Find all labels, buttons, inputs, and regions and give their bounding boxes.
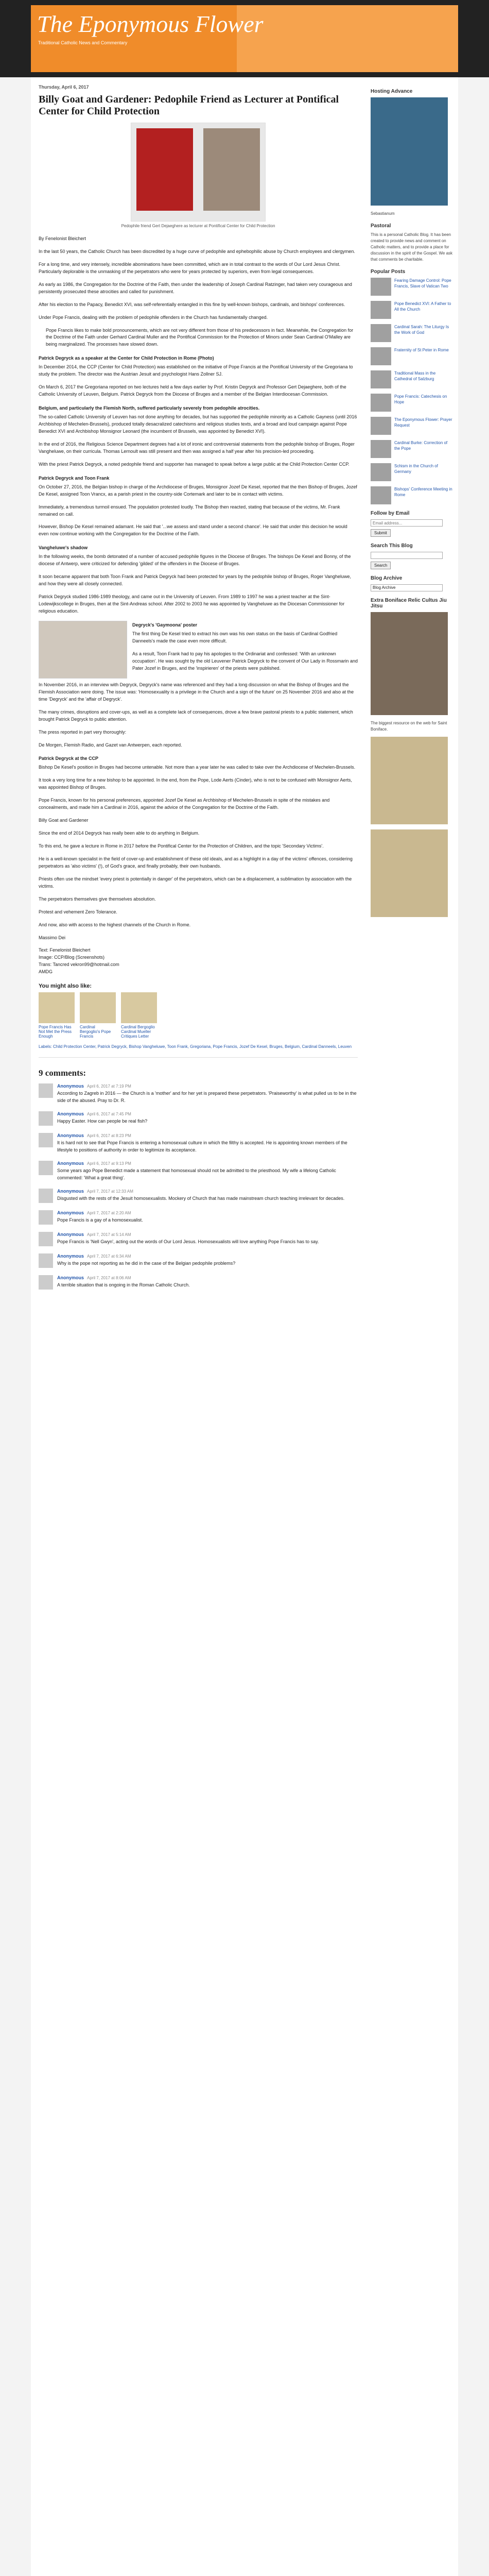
post-paragraph: De Morgen, Flemish Radio, and Gazet van Antwerpen, each reported. xyxy=(39,742,182,748)
comment-date[interactable]: April 7, 2017 at 12:33 AM xyxy=(87,1189,133,1194)
post-paragraph: On March 6, 2017 the Gregoriana reported on two lectures held a few days earlier by Prof. Kristin Degryck and Professor Gert Dejaeghere, both of the Catholic University of Leuven, Belgium. Patrick Degryck from the Diocese of Bruges and a member of the Belgian Interdiocesan Commission. xyxy=(39,384,346,397)
post-paragraph: Pope Francis, known for his personal preferences, appointed Jozef De Kesel as Archbishop of Mechelen-Brussels in spite of the mistakes and concealments, and made him a Cardinal in 2016, against the advice of the Congregation for the Doctrine of the Faith. xyxy=(39,798,330,810)
post-paragraph: Billy Goat and Gardener xyxy=(39,818,89,823)
post-paragraph: To this end, he gave a lecture in Rome in 2017 before the Pontifical Center for the Protection of Children, and the topic 'Secondary Victims'. xyxy=(39,843,324,849)
post-paragraph: In the following weeks, the bomb detonated of a number of accused pedophile figures in the Diocese of Bruges. The bishops De Kesel and Bonny, of the diocese of Antwerp, were criticized for defending 'gilded' of the offenders in the Diocese of Bruges. xyxy=(39,554,351,567)
comment-author[interactable]: Anonymous xyxy=(57,1133,84,1139)
post-quote: Pope Francis likes to make bold pronouncements, which are not very different from those of his predecessors in fact. Meanwhile, the Congregation for the Doctrine of the Faith under Gerhard Cardinal Muller and the Pontifical Commission for the Protection of Minors under Sean Cardinal O'Malley are being marginalized. The processes have slowed down. xyxy=(46,327,354,347)
popular-post[interactable] xyxy=(371,301,453,319)
avatar xyxy=(39,1189,53,1203)
related-link[interactable]: Cardinal Bergoglio's Pope Francis xyxy=(80,1025,111,1039)
comment xyxy=(39,1083,358,1104)
section-heading: Patrick Degryck at the CCP xyxy=(39,756,99,761)
popular-post[interactable] xyxy=(371,370,453,388)
post-paragraph: As a result, Toon Frank had to pay his apologies to the Ordinariat and confessed: 'With an unknown occupation'. He was sought by the old Leuvener Patrick Degryck to the convent of Our Lady in Rossmarin and Pater Jozef in Bruges, and the 'inspirieren' of the priests were published. xyxy=(132,651,358,671)
related-heading: You might also like: xyxy=(39,983,92,990)
popular-post[interactable] xyxy=(371,417,453,435)
comment xyxy=(39,1111,358,1126)
sidebar-heading: Follow by Email xyxy=(371,511,410,516)
popular-thumb xyxy=(371,394,391,412)
post-title[interactable]: Billy Goat and Gardener: Pedophile Friend as Lecturer at Pontifical Center for Child Protection xyxy=(39,94,339,117)
comment-date[interactable]: April 6, 2017 at 7:45 PM xyxy=(87,1112,131,1117)
side-quote-title: Degryck's 'Gaymoona' poster xyxy=(132,622,197,628)
sidebar-ad-image[interactable] xyxy=(371,737,448,824)
related-item[interactable] xyxy=(80,992,116,1039)
avatar xyxy=(39,1275,53,1290)
comments-heading: 9 comments: xyxy=(39,1068,86,1078)
comment xyxy=(39,1161,358,1181)
book-cover-image[interactable] xyxy=(371,97,448,206)
comment-author[interactable]: Anonymous xyxy=(57,1111,84,1117)
popular-thumb xyxy=(371,347,391,365)
sidebar xyxy=(371,82,453,922)
post-paragraph: Bishop De Kesel's position in Bruges had become untenable. Not more than a year later he was called to take over the Archdiocese of Mechelen-Brussels. xyxy=(39,765,356,770)
comment-date[interactable]: April 6, 2017 at 7:19 PM xyxy=(87,1084,131,1089)
popular-post[interactable] xyxy=(371,278,453,296)
avatar xyxy=(39,1161,53,1175)
sidebar-heading: Pastoral xyxy=(371,223,391,229)
post-paragraph: Priests often use the mindset 'every priest is potentially in danger' of the perpetrators, which can be a displacement, a sublimation by association with the victims. xyxy=(39,876,352,889)
popular-link[interactable]: Schism in the Church of Germany xyxy=(394,464,438,474)
comment-author[interactable]: Anonymous xyxy=(57,1232,84,1238)
post-paragraph: And now, also with access to the highest channels of the Church in Rome. xyxy=(39,922,191,927)
popular-post[interactable] xyxy=(371,440,453,458)
popular-link[interactable]: Cardinal Burke: Correction of the Pope xyxy=(394,440,448,451)
header-pattern xyxy=(237,5,458,72)
popular-thumb xyxy=(371,440,391,458)
comment-body: It is hard not to see that Pope Francis is entering a homosexual culture in which the filthy is accepted. He is appointing known members of the lifestyle to positions of authority in order to legitimize its acceptance. xyxy=(57,1140,347,1153)
popular-thumb xyxy=(371,463,391,481)
post-paragraph: For a long time, and very intensely, incredible abominations have been committed, which are in total contrast to the words of Our Lord Jesus Christ. Particularly deplorable is the unmasking of the perpetrators who were for years protected by superiors, even from legal consequences. xyxy=(39,261,341,274)
post-column xyxy=(39,82,358,1297)
avatar xyxy=(39,1232,53,1246)
post-paragraph: On October 27, 2016, the Belgian bishop in charge of the Archdiocese of Bruges, Monsignor Jozef De Kesel, reported that the then Bishop of Bruges, Jozef De Kesel, assigned Toon Vrancx, as a parish priest in the country-side Cortemark and later to be in contact with victims. xyxy=(39,484,357,497)
comment-body: Disgusted with the rests of the Jesuit homosexualists. Mockery of Church that has made mainstream church teaching irrelevant for decades. xyxy=(57,1196,345,1201)
comment-author[interactable]: Anonymous xyxy=(57,1189,84,1194)
related-thumb xyxy=(39,992,75,1023)
popular-post[interactable] xyxy=(371,324,453,342)
book-title[interactable]: Sebastianum xyxy=(371,211,395,216)
comment-author[interactable]: Anonymous xyxy=(57,1083,84,1089)
popular-post[interactable] xyxy=(371,347,453,365)
comments-section xyxy=(39,1068,358,1290)
comment xyxy=(39,1189,358,1203)
post-paragraph: In November 2016, in an interview with Degryck, Degryck's name was referenced and they had a long discussion on what the Bishop of Bruges and the Flemish Association were doing. The issue was: 'Homosexuality is a privilege in the Church and a sign of the future' on 25 November 2016 and also at the time 'Degryck' and the 'affair of Degryck'. xyxy=(39,682,354,702)
blog-title[interactable]: The Eponymous Flower xyxy=(37,11,264,37)
section-heading: Patrick Degryck and Toon Frank xyxy=(39,475,110,481)
post-paragraph: It took a very long time for a new bishop to be appointed. In the end, from the Pope, Lode Aerts (Cinder), who is not to be confused with Monsignor Aerts, was appointed Bishop of Bruges. xyxy=(39,777,352,790)
popular-link[interactable]: Pope Benedict XVI: A Father to All the Church xyxy=(394,301,451,312)
post-paragraph: Since the end of 2014 Degryck has really been able to do anything in Belgium. xyxy=(39,831,200,836)
post-paragraph: In the end of 2016, the Religious Science Department degrees had a lot of ironic and controversial statements from the pedophile bishop of Bruges, Roger Vangheluwe, on their curricula. Thomas Lernoult was still present and then was assigned a half year after his precision-led proceeding. xyxy=(39,441,355,454)
post-paragraph: With the priest Patrick Degryck, a noted pedophile friend and supporter has managed to speak before a large public at the Child Protection Center CCP. xyxy=(39,461,350,467)
popular-link[interactable]: Bishops' Conference Meeting in Rome xyxy=(394,487,452,498)
comment-body: According to Zagreb in 2016 — the Church is a 'mother' and for her yet is prepared these perpetrators. 'Praiseworthy' is what pulled us to be in the side of the abused. Pray to Dr. R. xyxy=(57,1091,357,1103)
popular-thumb xyxy=(371,417,391,435)
post-paragraph: In December 2014, the CCP (Center for Child Protection) was established on the initiative of Pope Francis at the Pontifical University of the Gregoriana to study the problem. The director was the Austrian Jesuit and psychologist Hans Zollner SJ. xyxy=(39,364,353,377)
post-paragraph: The perpetrators themselves give themselves absolution. xyxy=(39,896,156,902)
image-figure-left xyxy=(136,128,193,211)
popular-link[interactable]: Traditional Mass in the Cathedral of Salzburg xyxy=(394,371,436,382)
comment-author[interactable]: Anonymous xyxy=(57,1253,84,1259)
comment-date[interactable]: April 6, 2017 at 9:13 PM xyxy=(87,1161,131,1166)
email-field[interactable] xyxy=(371,519,443,527)
comment-date[interactable]: April 7, 2017 at 6:34 AM xyxy=(87,1254,131,1259)
post-paragraph: Patrick Degryck studied 1986-1989 theology, and came out in the University of Leuven. From 1989 to 1997 he was a priest teacher at the Sint-Lodewijkscollege in Bruges, then at the Sint-Andreas school. After 2002 to 2003 he was appointed by Vangheluwe as the Diocesan Commissioner for religious education. xyxy=(39,594,345,614)
popular-thumb xyxy=(371,370,391,388)
post-labels[interactable]: Labels: Child Protection Center, Patrick Degryck, Bishop Vangheluwe, Toon Frank, Gregoriana, Pope Francis, Jozef De Kesel, Bruges, Belgium, Cardinal Danneels, Leuven xyxy=(39,1044,352,1049)
popular-link[interactable]: Pope Francis: Catechesis on Hope xyxy=(394,394,447,405)
blog-header xyxy=(0,0,489,77)
inline-image[interactable] xyxy=(39,621,127,679)
post-paragraph: In the last 50 years, the Catholic Church has been discredited by a huge curve of pedophile and ephebophilic abuse by Church employees and clergymen. xyxy=(39,248,355,254)
comment-body: Happy Easter. How can people be real fish? xyxy=(57,1118,148,1124)
related-thumb xyxy=(121,992,157,1023)
related-link[interactable]: Pope Francis Has Not Met the Press Enough xyxy=(39,1025,72,1039)
comment xyxy=(39,1275,358,1290)
sidebar-heading: Search This Blog xyxy=(371,543,413,549)
popular-post[interactable] xyxy=(371,486,453,504)
avatar xyxy=(39,1083,53,1098)
sidebar-heading: Popular Posts xyxy=(371,269,406,275)
header-banner xyxy=(31,5,458,72)
divider xyxy=(39,1057,358,1058)
comment xyxy=(39,1133,358,1154)
comment-body: A terrible situation that is ongoing in the Roman Catholic Church. xyxy=(57,1282,190,1288)
comment-author[interactable]: Anonymous xyxy=(57,1275,84,1281)
popular-thumb xyxy=(371,324,391,342)
saint-image[interactable] xyxy=(371,612,448,715)
post-paragraph: As early as 1986, the Congregation for the Doctrine of the Faith, then under the leadership of Joseph Cardinal Ratzinger, had taken very courageous and persistently prosecuted these atrocities and called for punishment. xyxy=(39,281,352,294)
post-paragraph: Under Pope Francis, dealing with the problem of pedophile offenders in the Church has fundamentally changed. xyxy=(39,314,268,320)
comment-body: Pope Francis is a gay of a homosexualist. xyxy=(57,1217,143,1223)
popular-link[interactable]: Fearing Damage Control: Pope Francis, Slave of Vatican Two xyxy=(394,278,451,289)
comment-author[interactable]: Anonymous xyxy=(57,1161,84,1166)
submit-button[interactable]: Submit xyxy=(371,529,391,537)
comment-date[interactable]: April 7, 2017 at 5:14 AM xyxy=(87,1232,131,1238)
post-paragraph: However, Bishop De Kesel remained adamant. He said that '...we assess and stand under a second chance'. He said that under this decision he would even now continue working with the Congregation for the Doctrine of the Faith. xyxy=(39,524,347,537)
main-content xyxy=(31,77,458,2576)
post-paragraph: Immediately, a tremendous turmoil ensued. The population protested loudly. The Bishop then reacted, stating that because of the victims, Mr. Frank remained on call. xyxy=(39,504,340,517)
post-byline: By Fenelonist Bleichert xyxy=(39,236,86,241)
comment-date[interactable]: April 7, 2017 at 8:06 AM xyxy=(87,1276,131,1281)
post-paragraph: After his election to the Papacy, Benedict XVI, was self-referentially entangled in this fine by well-known bishops, cardinals, and bishops' conferences. xyxy=(39,301,345,307)
comment-date[interactable]: April 7, 2017 at 2:20 AM xyxy=(87,1211,131,1216)
post-paragraph: The press reported in part very thoroughly: xyxy=(39,729,127,735)
popular-post[interactable] xyxy=(371,394,453,412)
popular-post[interactable] xyxy=(371,463,453,481)
post-paragraph: The so-called Catholic University of Leuven has not done anything for decades, but has supported the pedophile minority as a Catholic Gayness (until 2016 Archbishop of Mechelen-Brussels), produced totally desacralized catechisms and religious studies texts, and a broad and loud campaign against Pope Benedict XVI and Archbishop Monsignor Leonard (the incumbent of Brussels, was appointed by Benedict XVI). xyxy=(39,414,357,434)
comment xyxy=(39,1253,358,1268)
archive-select[interactable]: Blog Archive xyxy=(371,584,443,591)
comment-body: Pope Francis is 'Nell Gwyn', acting out the words of Our Lord Jesus. Homosexualists will love anything Pope Francis has to say. xyxy=(57,1239,319,1245)
pastoral-text: This is a personal Catholic Blog. It has been created to provide news and comment on Catholic matters, and to provide a place for discussion in the spirit of the Gospel. We ask that comments be charitable. xyxy=(371,232,453,262)
popular-link[interactable]: Fraternity of St Peter in Rome xyxy=(394,348,449,352)
popular-thumb xyxy=(371,486,391,504)
popular-link[interactable]: The Eponymous Flower: Prayer Request xyxy=(394,417,452,428)
section-heading: Vangheluwe's shadow xyxy=(39,545,88,551)
comment-author[interactable]: Anonymous xyxy=(57,1210,84,1216)
post-paragraph: Massimo Dei xyxy=(39,935,66,940)
sidebar-ad-image[interactable] xyxy=(371,829,448,917)
section-heading: Belgium, and particularly the Flemish North, suffered particularly severely from pedophile atrocities. xyxy=(39,405,260,411)
post-credits: Text: Fenelonist Bleichert Image: CCP/Blog (Screenshots) Trans: Tancred vekron99@hotmail.com AMDG xyxy=(39,947,119,975)
post-date: Thursday, April 6, 2017 xyxy=(39,84,89,90)
blog-description: Traditional Catholic News and Commentary xyxy=(38,40,128,45)
sidebar-heading: Hosting Advance xyxy=(371,89,413,94)
avatar xyxy=(39,1253,53,1268)
popular-thumb xyxy=(371,278,391,296)
comment xyxy=(39,1232,358,1246)
search-button[interactable]: Search xyxy=(371,562,391,569)
image-figure-right xyxy=(203,128,260,211)
comment-body: Why is the pope not reporting as he did in the case of the Belgian pedophile problems? xyxy=(57,1261,236,1266)
section-heading: Patrick Degryck as a speaker at the Center for Child Protection in Rome (Photo) xyxy=(39,355,214,361)
related-item[interactable] xyxy=(121,992,157,1039)
post-paragraph: Protest and vehement Zero Tolerance. xyxy=(39,909,117,914)
post-paragraph: It soon became apparent that both Toon Frank and Patrick Degryck had been protected for years by the pedophile bishop of Bruges, Roger Vangheluwe, and how they were all closely connected. xyxy=(39,574,352,587)
post-image[interactable] xyxy=(131,123,266,222)
related-item[interactable] xyxy=(39,992,75,1039)
image-caption: Pedophile friend Gert Dejaeghere as lecturer at Pontifical Center for Child Protection xyxy=(121,224,275,228)
sidebar-heading: Extra Boniface Relic Cultus Jiu Jitsu xyxy=(371,598,447,609)
comment-date[interactable]: April 6, 2017 at 8:23 PM xyxy=(87,1133,131,1139)
related-link[interactable]: Cardinal Bergoglio Cardinal Mueller Critiques Letter xyxy=(121,1025,155,1039)
avatar xyxy=(39,1111,53,1126)
related-posts xyxy=(39,983,358,1039)
avatar xyxy=(39,1210,53,1225)
avatar xyxy=(39,1133,53,1147)
post-paragraph: The many crimes, disruptions and cover-ups, as well as a complete lack of consequences, drove a few brave pastoral priests to a public statement, which brought Patrick Degryck to public attention. xyxy=(39,709,353,722)
related-thumb xyxy=(80,992,116,1023)
post-paragraph: The first thing De Kesel tried to extract his own was his own status on the basis of Cardinal Godfried Danneels's made the case even more difficult. xyxy=(132,631,338,643)
popular-thumb xyxy=(371,301,391,319)
search-input[interactable] xyxy=(371,552,443,559)
extra-text: The biggest resource on the web for Saint Boniface. xyxy=(371,721,447,732)
sidebar-heading: Blog Archive xyxy=(371,575,403,581)
comment xyxy=(39,1210,358,1225)
comment-body: Some years ago Pope Benedict made a statement that homosexual should not be admitted to the priesthood. My wife a lifelong Catholic commented: 'What a great thing'. xyxy=(57,1168,336,1180)
popular-link[interactable]: Cardinal Sarah: The Liturgy Is the Work of God xyxy=(394,325,449,335)
post-paragraph: He is a well-known specialist in the field of cover-up and establishment of these old ideals, and as a highlight in a day of the victims' offences, considering perpetrators as 'also victims' (!), of God's grace, and finally probably, their own husbands. xyxy=(39,856,353,869)
